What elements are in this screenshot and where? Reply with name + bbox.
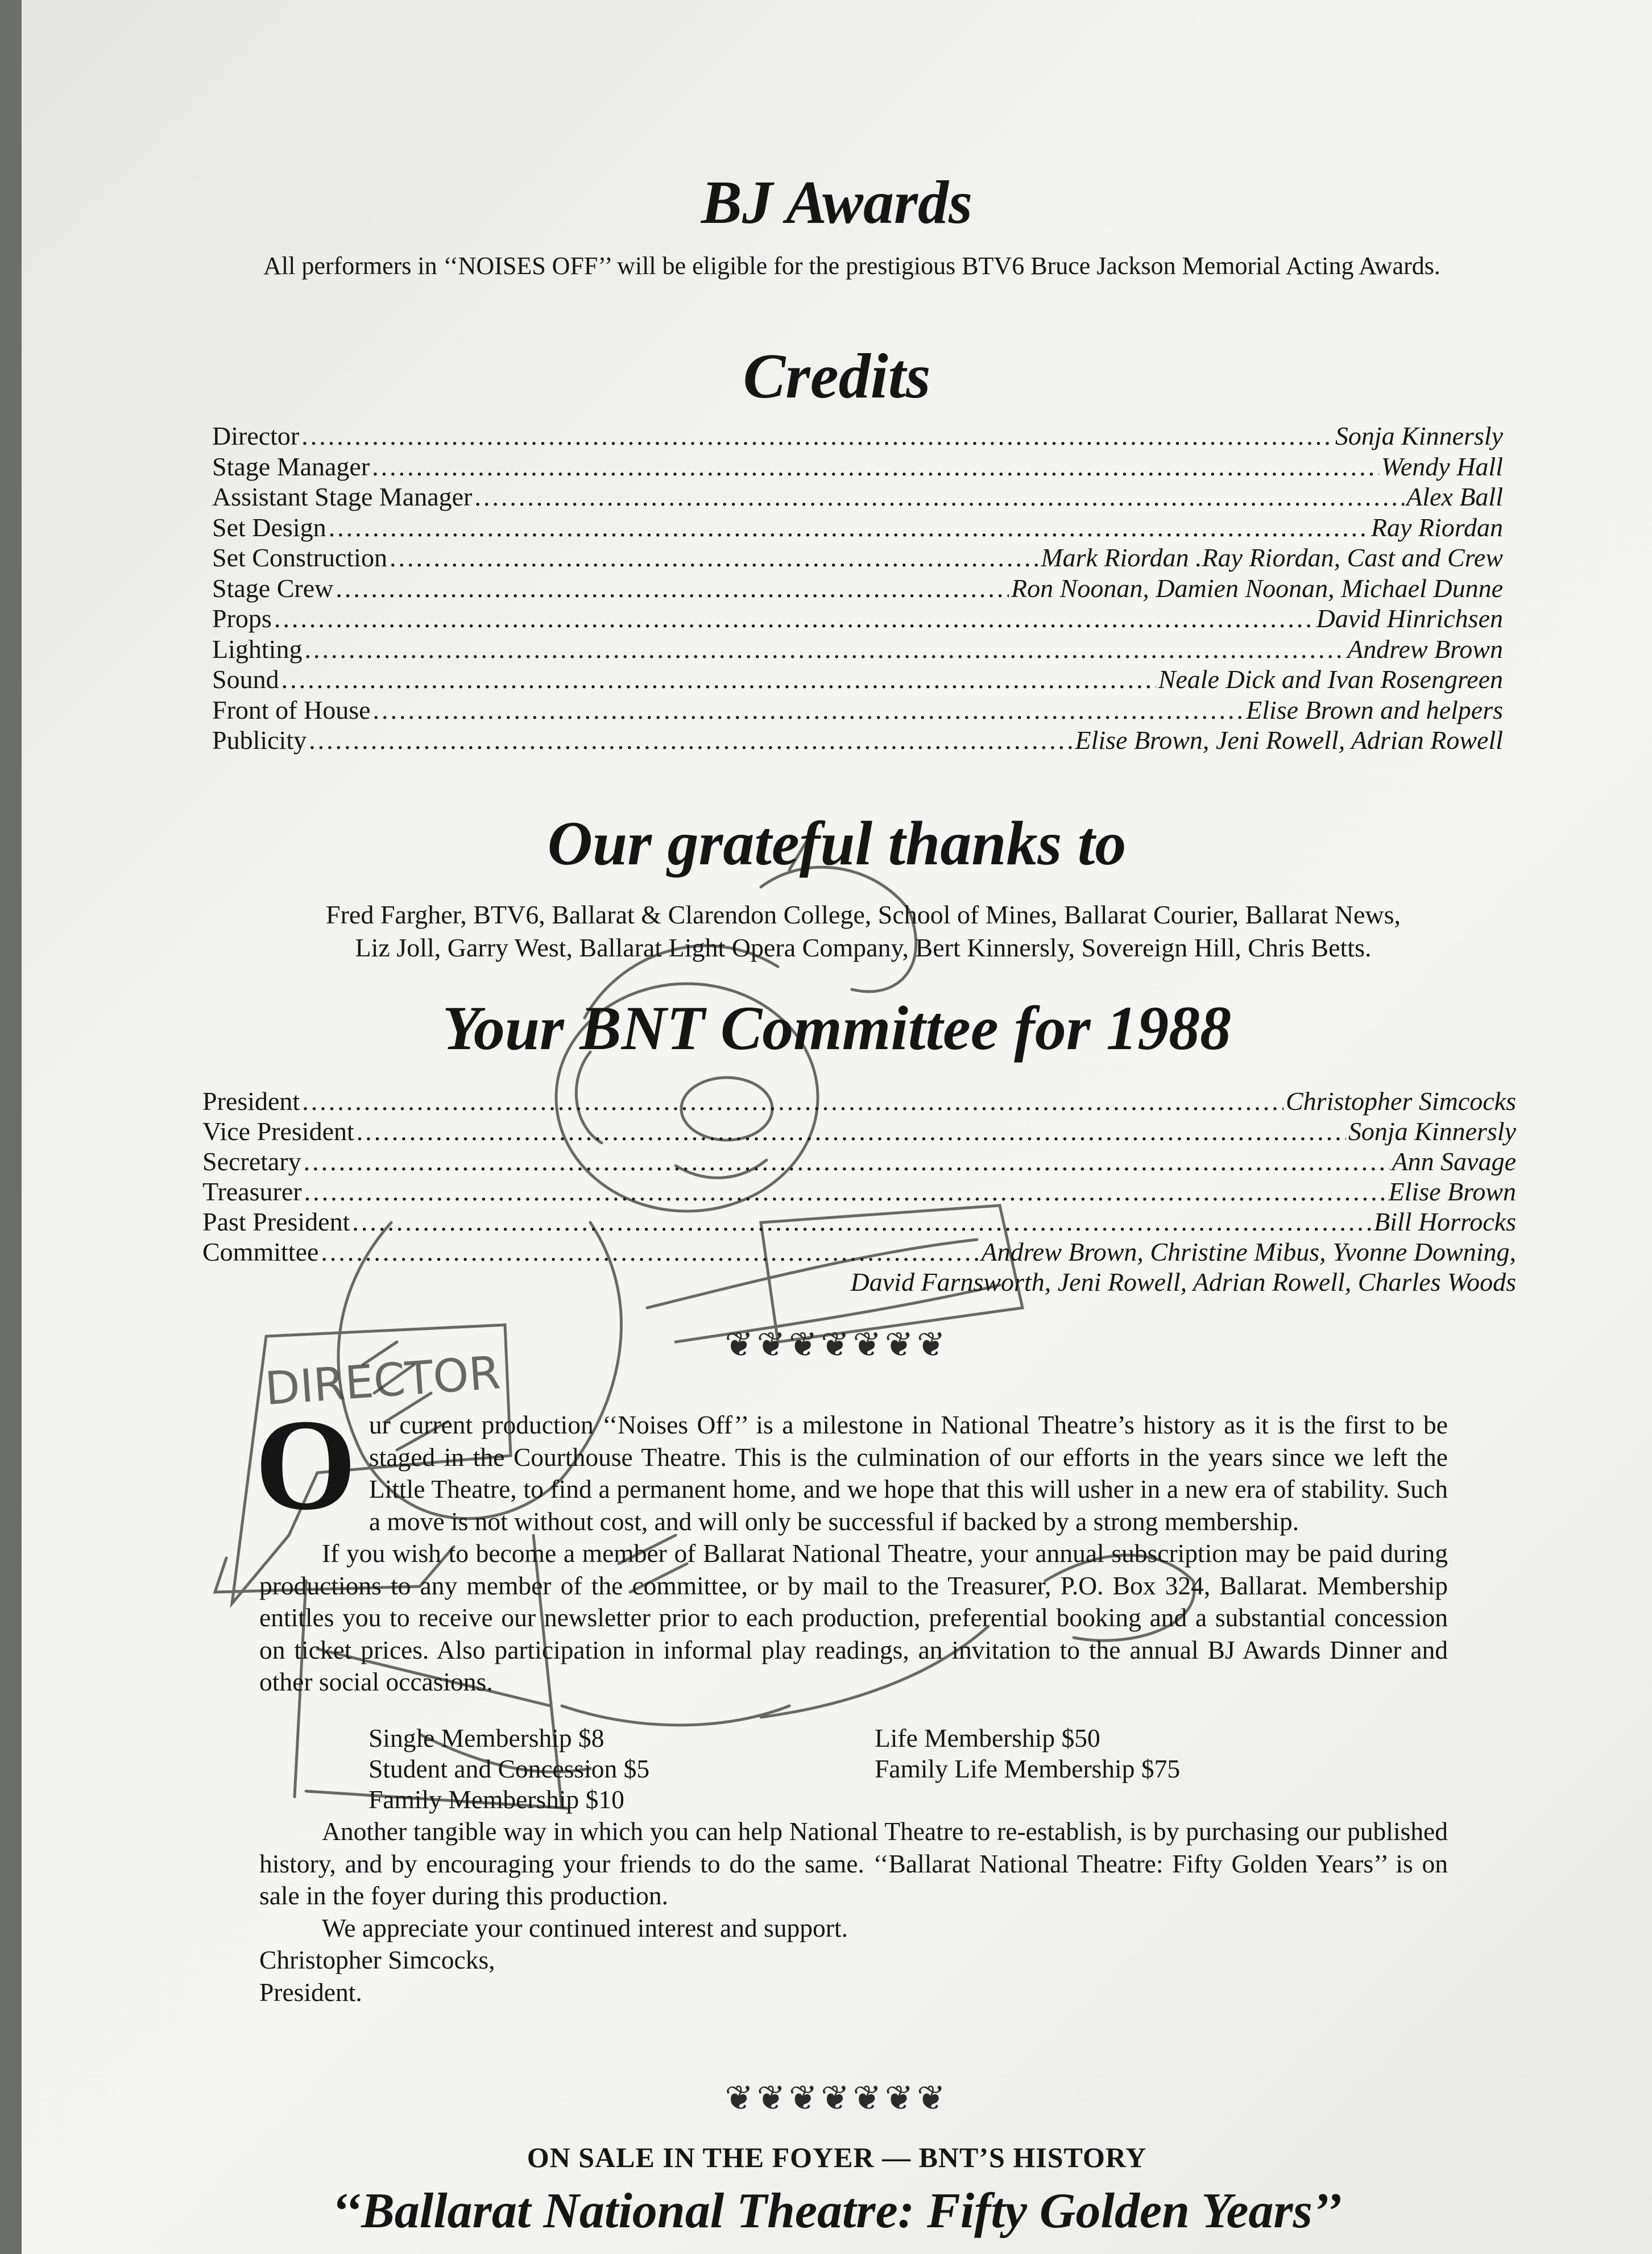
credit-role: Publicity [212, 726, 307, 755]
credit-role: Assistant Stage Manager [212, 482, 473, 511]
fee-item: Student and Concession $5 [369, 1754, 650, 1783]
credit-role: Sound [212, 665, 279, 694]
committee-name: Sonja Kinnersly [1348, 1117, 1516, 1146]
credits-list [212, 421, 1503, 756]
committee-row [202, 1207, 1516, 1237]
committee-list [202, 1086, 1516, 1297]
letter-paragraph: Another tangible way in which you can help National Theatre to re-establish, is by purchasing our published history, and by encouraging your friends to do the same. ‘‘Ballarat National Theatre: Fifty Golden Years’’ is on sale in the foyer during this production. [259, 1817, 1448, 1910]
committee-members-continued: David Farnsworth, Jeni Rowell, Adrian Rowell, Charles Woods [850, 1267, 1516, 1296]
committee-title: Your BNT Committee for 1988 [442, 993, 1232, 1063]
credit-role: Front of House [212, 695, 371, 724]
committee-name: Andrew Brown, Christine Mibus, Yvonne Downing, [981, 1237, 1516, 1266]
credit-row [212, 512, 1503, 543]
drop-cap: O [255, 1392, 357, 1537]
bj-awards-title: BJ Awards [701, 169, 973, 237]
committee-role: Committee [202, 1237, 319, 1266]
credit-role: Set Construction [212, 543, 387, 572]
bj-awards-text: All performers in ‘‘NOISES OFF’’ will be eligible for the prestigious BTV6 Bruce Jackson Memorial Acting Awards. [263, 252, 1440, 280]
credit-name: Mark Riordan .Ray Riordan, Cast and Crew [1041, 543, 1503, 572]
credit-name: Elise Brown and helpers [1246, 695, 1503, 724]
president-letter-continued [259, 1816, 1448, 2008]
thanks-title: Our grateful thanks to [547, 809, 1127, 878]
credit-role: Stage Crew [212, 573, 334, 603]
committee-role: Past President [202, 1207, 350, 1236]
credit-row [212, 725, 1503, 756]
credit-row [212, 634, 1503, 665]
credit-role: Stage Manager [212, 451, 370, 481]
credit-name: Alex Ball [1406, 482, 1503, 511]
committee-role: President [202, 1087, 300, 1116]
fee-item: Single Membership $8 [369, 1723, 605, 1752]
thanks-line: Fred Fargher, BTV6, Ballarat & Clarendon College, School of Mines, Ballarat Courier, Ballarat News, [326, 900, 1401, 929]
credit-role: Props [212, 604, 272, 633]
credit-row [212, 695, 1503, 726]
credit-name: Ron Noonan, Damien Noonan, Michael Dunne [1011, 573, 1503, 603]
committee-name: Elise Brown [1388, 1177, 1516, 1206]
credit-role: Lighting [212, 634, 303, 664]
committee-row [202, 1116, 1516, 1146]
credit-name: Ray Riordan [1371, 512, 1503, 542]
credit-row [212, 664, 1503, 695]
fees-left-column [369, 1723, 649, 1815]
signature-name: Christopher Simcocks, [259, 1945, 495, 1974]
fee-item: Family Life Membership $75 [875, 1754, 1181, 1783]
fee-item: Life Membership $50 [875, 1723, 1100, 1752]
committee-name: Ann Savage [1392, 1147, 1516, 1176]
president-letter [255, 1392, 1448, 1698]
fee-item: Family Membership $10 [369, 1785, 624, 1814]
credit-name: Elise Brown, Jeni Rowell, Adrian Rowell [1075, 726, 1503, 755]
credit-row [212, 451, 1503, 482]
credit-name: Andrew Brown [1347, 634, 1503, 664]
footer-book-title: ‘‘Ballarat National Theatre: Fifty Golden Years’’ [331, 2183, 1342, 2239]
thanks-line: Liz Joll, Garry West, Ballarat Light Opera Company, Bert Kinnersly, Sovereign Hill, Chris Betts. [355, 933, 1372, 962]
credit-row [212, 542, 1503, 573]
letter-paragraph: We appreciate your continued interest and support. [322, 1913, 848, 1942]
credit-name: Neale Dick and Ivan Rosengreen [1158, 665, 1503, 694]
footer-sale-line: ON SALE IN THE FOYER — BNT’S HISTORY [527, 2141, 1147, 2173]
credit-role: Set Design [212, 512, 326, 542]
leaf-ornament-divider: ❦❦❦❦❦❦❦ [724, 1326, 949, 1364]
fees-right-column [875, 1723, 1180, 1784]
committee-row [202, 1176, 1516, 1207]
credits-title: Credits [743, 341, 931, 412]
signature-title: President. [259, 1977, 362, 2007]
thanks-list [209, 898, 1517, 964]
committee-role: Secretary [202, 1147, 301, 1176]
credit-row [212, 421, 1503, 451]
committee-name: Christopher Simcocks [1285, 1087, 1516, 1116]
committee-role: Treasurer [202, 1177, 302, 1206]
committee-row [202, 1146, 1516, 1176]
credit-name: David Hinrichsen [1316, 604, 1503, 633]
director-sign-text: DIRECTOR [263, 1346, 502, 1415]
program-page [22, 0, 1652, 2254]
credit-role: Director [212, 421, 300, 450]
credit-row [212, 573, 1503, 604]
credit-row [212, 603, 1503, 634]
committee-name: Bill Horrocks [1374, 1207, 1516, 1236]
credit-row [212, 482, 1503, 512]
committee-role: Vice President [202, 1117, 354, 1146]
letter-paragraph: If you wish to become a member of Ballarat National Theatre, your annual subscription may be paid during productions to any member of the committee, or by mail to the Treasurer, P.O. Box 324, Ballarat. Membership entitles you to receive our newsletter prior to each production, preferential booking and a substantial concession on ticket prices. Also participation in informal play readings, an invitation to the annual BJ Awards Dinner and other social occasions. [259, 1539, 1448, 1696]
letter-paragraph: ur current production ‘‘Noises Off’’ is a milestone in National Theatre’s history as it is the first to be staged in the Courthouse Theatre. This is the culmination of our efforts in the years since we left the Little Theatre, to find a permanent home, and we hope that this will usher in a new era of stability. Such a move is not without cost, and will only be successful if backed by a strong membership. [369, 1410, 1448, 1536]
leaf-ornament-divider: ❦❦❦❦❦❦❦ [724, 2079, 949, 2117]
committee-row [202, 1086, 1516, 1116]
credit-name: Wendy Hall [1381, 451, 1503, 481]
committee-row [202, 1237, 1516, 1267]
credit-name: Sonja Kinnersly [1335, 421, 1503, 450]
